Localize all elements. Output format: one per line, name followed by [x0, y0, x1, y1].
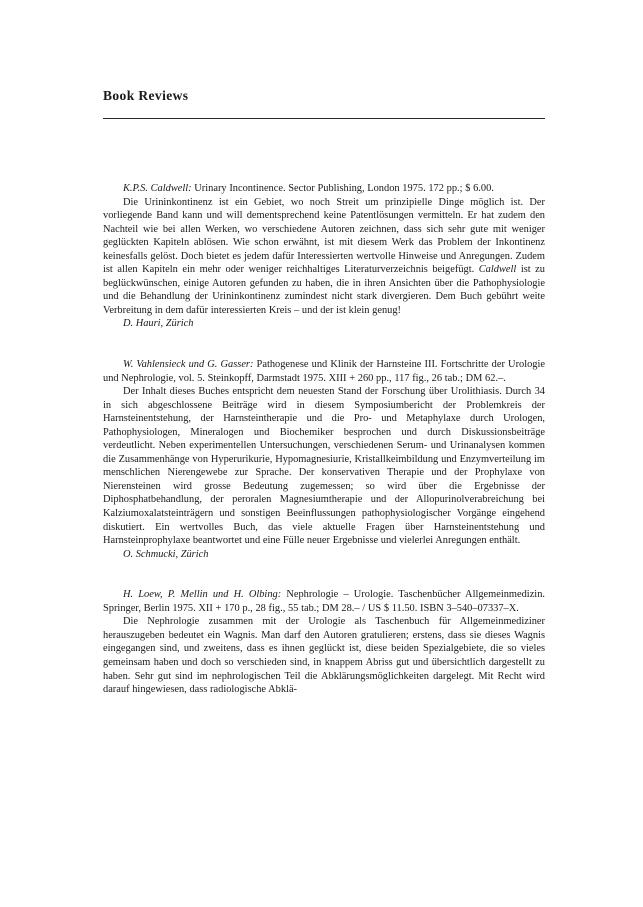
review-body-part1: Der Inhalt dieses Buches entspricht dem neuesten Stand der Forschung über Urolithiasis. Durch 34 in sich abgeschlossene Beiträge wird in diesem Symposiumbericht der Problemkreis der Harnsteinentstehung, der Harnsteintherapie und die Pro- und Metaphylaxe durch Urologen, Pathophysiologen, Mineralogen und Biochemiker besprochen und durch Diskussionsbeiträge verdeutlicht. Neben experimentellen Untersuchungen, verschiedenen Serum- und Urinanalysen kommen die Zusammenhänge von Hyperurikurie, Hypomagnesiurie, Kristallkeimbildung und Enzymverteilung im menschlichen Nierengewebe zur Sprache. Der konservativen Therapie und der Prophylaxe von Nierensteinen wird grosse Bedeutung zugemessen; so wird über die Ergebnisse der Diphosphatbehandlung, der peroralen Magnesiumtherapie und der Allopurinolverabreichung bei Kalziumoxalatsteinträgern und sonstigen Beeinflussungen pathophysiologischer Vorgänge eingehend diskutiert. Ein wertvolles Buch, das viele aktuelle Fragen über Harnsteinentstehung und Harnsteinprophylaxe beantwortet und eine Fülle neuer Ergebnisse und vielerlei Anregungen enthält. — [103, 386, 545, 547]
page-content — [103, 88, 545, 697]
review-reference — [103, 588, 545, 615]
book-review-entry — [103, 182, 545, 331]
title-divider — [103, 118, 545, 119]
reviewer-signature: O. Schmucki, Zürich — [123, 548, 209, 560]
review-body-emphasis: Caldwell — [478, 264, 517, 276]
review-author: K.P.S. Caldwell: — [123, 183, 192, 194]
review-body-part1: Die Urininkontinenz ist ein Gebiet, wo noch Streit um prinzipielle Dinge möglich ist. Der vorliegende Band kann und will dementsprechend keine Patentlösungen vermitteln. Er hat zudem den Nachteil wie bei allen Werken, wo verschiedene Autoren zeichnen, dass sich sehr gute mit weniger geglückten Kapiteln ablösen. Wie schon erwähnt, ist mit diesem Werk das Problem der Inkontinenz keinesfalls gelöst. Doch bietet es jedem dafür Interessierten wertvolle Hinweise und Anregungen. Zudem ist allen Kapiteln ein mehr oder weniger reichhaltiges Literaturverzeichnis beigefügt. — [103, 196, 545, 276]
review-author: H. Loew, P. Mellin und H. Olbing: — [123, 589, 282, 601]
page-title: Book Reviews — [103, 88, 189, 103]
review-reference — [103, 182, 545, 196]
review-citation: Nephrologie – Urologie. Taschenbücher Allgemeinmedizin. Springer, Berlin 1975. XII + 170 p., 28 fig., 55 tab.; DM 28.– / US $ 11.50. ISBN 3–540–07337–X. — [103, 589, 545, 614]
review-citation: Urinary Incontinence. Sector Publishing, London 1975. 172 pp.; $ 6.00. — [191, 183, 494, 194]
review-citation: Pathogenese und Klinik der Harnsteine III. Fortschritte der Urologie und Nephrologie, vol. 5. Steinkopff, Darmstadt 1975. XIII + 260 pp., 117 fig., 26 tab.; DM 62.–. — [103, 359, 545, 384]
review-author: W. Vahlensieck und G. Gasser: — [123, 359, 254, 371]
book-review-entry — [103, 588, 545, 696]
review-list — [103, 182, 545, 697]
review-reference — [103, 358, 545, 385]
review-body — [103, 615, 545, 696]
review-body — [103, 196, 545, 318]
review-body-part2: ist zu beglückwünschen, einige Autoren gefunden zu haben, die in ihren Ansichten über die Pathophysiologie und die Behandlung der Urininkontinenz zumindest nicht stark divergieren. Dem Buch gebührt weite Verbreitung in dem dafür interessierten Kreis – und der ist klein genug! — [103, 264, 545, 316]
reviewer-signature: D. Hauri, Zürich — [123, 318, 194, 330]
book-review-entry — [103, 358, 545, 561]
review-body — [103, 385, 545, 548]
review-body-part1: Die Nephrologie zusammen mit der Urologie als Taschenbuch für Allgemeinmediziner herauszugeben bedeutet ein Wagnis. Man darf den Autoren gratulieren; erstens, dass sie dieses Wagnis eingegangen sind, und zweitens, dass es ihnen geglückt ist, diese beiden Spezialgebiete, die so vieles gemeinsam haben und doch so verschieden sind, in knappem Abriss gut und übersichtlich dargestellt zu haben. Sehr gut sind im nephrologischen Teil die Abklärungsmöglichkeiten dargelegt. Mit Recht wird darauf hingewiesen, dass radiologische Abklä- — [103, 616, 545, 696]
